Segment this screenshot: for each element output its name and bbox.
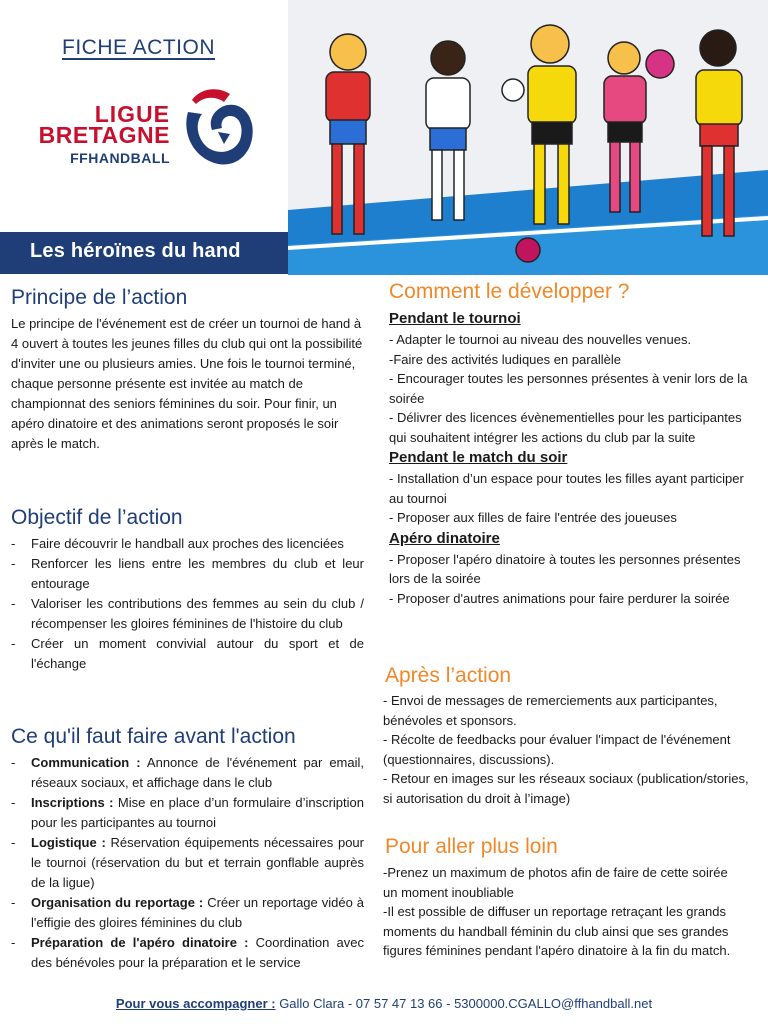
developper-section xyxy=(389,308,757,608)
ligue-bretagne-logo-text xyxy=(20,101,170,169)
contact-footer xyxy=(0,996,768,1011)
principe-text: Le principe de l'événement est de créer un tournoi de hand à 4 ouvert à toutes les jeunes filles du club qui ont la possibilité d'inviter une ou plusieurs amies. Une fois le tournoi terminé, chaque personne présente est invitée au match de championnat des seniors féminines du soir. Pour finir, un apéro dinatoire et des animations seront proposés le soir après le match. xyxy=(11,316,363,451)
list-item: -Il est possible de diffuser un reportage retraçant les grands moments du handball féminin du club ainsi que ses grandes figures féminines pendant l'apéro dinatoire à la fin du match. xyxy=(383,904,731,958)
list-item: - Valoriser les contributions des femmes au sein du club / récompenser les gloires féminines de l'histoire du club xyxy=(11,596,364,631)
rooster-emblem-icon xyxy=(178,84,258,168)
list-item: - Adapter le tournoi au niveau des nouvelles venues. xyxy=(389,332,692,347)
logo-line-bretagne: BRETAGNE xyxy=(38,122,170,148)
list-item: - Préparation de l'apéro dinatoire : Coordination avec des bénévoles pour la préparation et le service xyxy=(11,935,364,970)
plus-loin-section xyxy=(383,863,743,961)
list-item: - Encourager toutes les personnes présentes à venir lors de la soirée xyxy=(389,371,748,406)
plus-loin-title: Pour aller plus loin xyxy=(385,835,558,858)
list-item: -Prenez un maximum de photos afin de faire de cette soirée un moment inoubliable xyxy=(383,865,728,900)
list-item: - Communication : Annonce de l'événement par email, réseaux sociaux, et affichage dans le club xyxy=(11,755,364,790)
list-item: - Envoi de messages de remerciements aux participantes, bénévoles et sponsors. xyxy=(383,693,718,728)
list-item: - Retour en images sur les réseaux sociaux (publication/stories, si autorisation du droit à l’image) xyxy=(383,771,749,806)
list-item: - Proposer d'autres animations pour faire perdurer la soirée xyxy=(389,590,730,606)
apres-section xyxy=(383,691,755,808)
objectif-title: Objectif de l’action xyxy=(11,506,183,529)
list-item: - Faire découvrir le handball aux proches des licenciées xyxy=(11,536,344,551)
apres-title: Après l’action xyxy=(385,664,512,687)
avant-title: Ce qu'il faut faire avant l'action xyxy=(11,725,296,748)
list-item: - Proposer aux filles de faire l'entrée des joueuses xyxy=(389,510,677,525)
principe-title: Principe de l’action xyxy=(11,286,188,309)
developper-title: Comment le développer ? xyxy=(389,280,630,303)
tournoi-heading: Pendant le tournoi xyxy=(389,310,521,327)
list-item: - Récolte de feedbacks pour évaluer l'impact de l'événement (questionnaires, discussions). xyxy=(383,732,731,767)
apero-heading: Apéro dinatoire xyxy=(389,529,500,547)
match-heading: Pendant le match du soir xyxy=(389,449,568,466)
list-item: - Inscriptions : Mise en place d’un formulaire d’inscription pour les participantes au tournoi xyxy=(11,795,364,830)
list-item: - Logistique : Réservation équipements nécessaires pour le tournoi (réservation du but et terrain gonflable auprès de la ligue) xyxy=(11,835,364,890)
logo-line-ligue: LIGUE xyxy=(94,101,170,127)
list-item: - Installation d’un espace pour toutes les filles ayant participer au tournoi xyxy=(389,471,744,506)
objectif-list xyxy=(11,534,364,674)
logo-line-ffhandball: FFHANDBALL xyxy=(70,150,170,166)
list-item: - Organisation du reportage : Créer un reportage vidéo à l'effigie des gloires féminines du club xyxy=(11,895,365,930)
avant-list xyxy=(11,753,364,973)
list-item: - Proposer l'apéro dinatoire à toutes les personnes présentes lors de la soirée xyxy=(389,551,741,586)
contact-details[interactable]: Gallo Clara - 07 57 47 13 66 - 5300000.CGALLO@ffhandball.net xyxy=(275,996,653,1011)
list-item: -Faire des activités ludiques en parallèle xyxy=(389,351,621,367)
list-item: - Créer un moment convivial autour du sport et de l'échange xyxy=(11,636,364,671)
banner-title: Les héroïnes du hand xyxy=(30,240,241,262)
list-item: - Délivrer des licences évènementielles pour les participantes qui souhaitent intégrer les actions du club par la suite xyxy=(389,410,742,445)
list-item: - Renforcer les liens entre les membres du club et leur entourage xyxy=(11,556,364,591)
fiche-action-title: FICHE ACTION xyxy=(62,36,216,59)
handball-players-illustration xyxy=(288,0,768,275)
contact-label: Pour vous accompagner : xyxy=(115,996,276,1011)
